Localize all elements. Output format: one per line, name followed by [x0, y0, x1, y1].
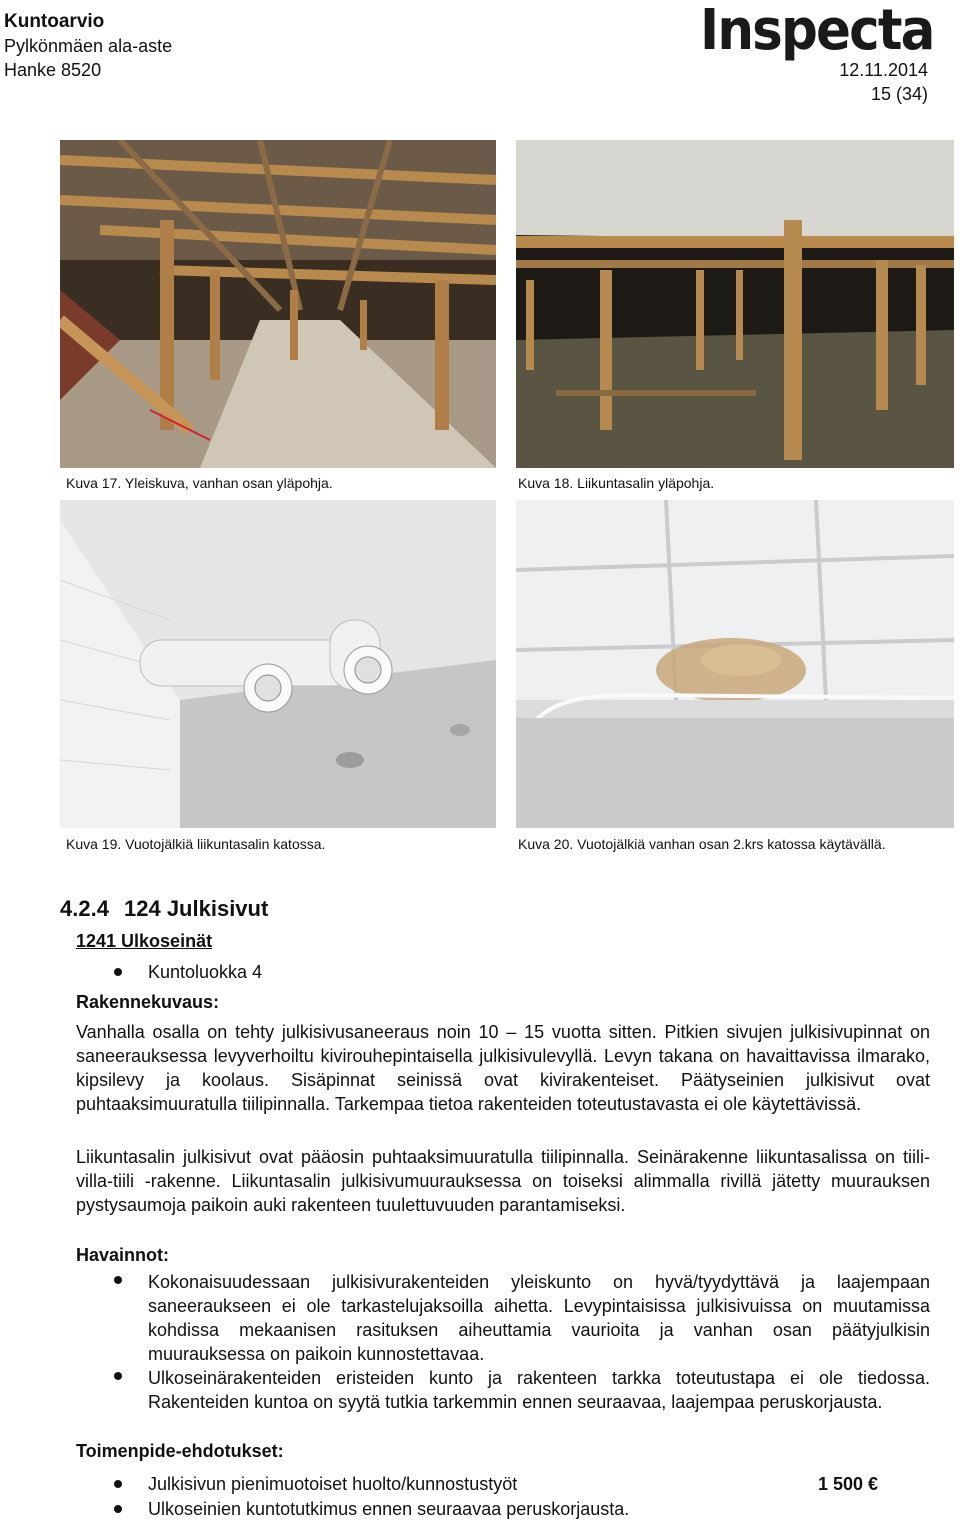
inspecta-logo: Inspecta — [700, 0, 934, 63]
actions-label: Toimenpide-ehdotukset: — [76, 1441, 284, 1461]
photo-gym-attic — [516, 140, 954, 468]
observations-label: Havainnot: — [76, 1245, 170, 1265]
description-paragraph-1: Vanhalla osalla on tehty julkisivusaneeraus noin 10 – 15 vuotta sitten. Pitkien sivujen julkisivupinnat on saneerauksessa levyverhoiltu kivirouhepintaisella julkisivulevyllä. Levyn takana on havaittavissa ilmarako, kipsilevy ja koolaus. Sisäpinnat seinissä ovat kivirakenteiset. Päätyseinien julkisivut ovat puhtaaksimuuratulla tiilipinnalla. Tarkempaa tietoa rakenteiden toteutustavasta ei ole käytettävissä. — [76, 1022, 930, 1114]
report-date: 12.11.2014 — [839, 60, 928, 80]
bullet-icon — [114, 1505, 122, 1513]
bullet-icon — [114, 968, 122, 976]
bullet-icon — [114, 1372, 122, 1380]
photo-caption-17: Kuva 17. Yleiskuva, vanhan osan yläpohja. — [66, 475, 333, 491]
section-number: 4.2.4 — [60, 896, 109, 921]
action-cost: 1 500 € — [817, 1474, 878, 1494]
bullet-icon — [114, 1480, 122, 1488]
action-item — [148, 1474, 878, 1495]
photo-caption-19: Kuva 19. Vuotojälkiä liikuntasalin katossa. — [66, 836, 326, 852]
report-title: Kuntoarvio — [4, 11, 105, 32]
action-item — [148, 1499, 878, 1520]
document-header — [4, 10, 172, 82]
observation-item: Kokonaisuudessaan julkisivurakenteiden yleiskunto on hyvä/tyydyttävä ja laajempaan saneeraukseen ei ole tarkastelujaksoilla aihetta. Levypintaisissa julkisivuissa on muutamissa kohdissa mekaanisen rasituksen aiheuttamia vaurioita ja vanhan osan päätyjulkisin muurauksessa on paikoin kunnostettavaa. — [148, 1272, 930, 1364]
action-text: Ulkoseinien kuntotutkimus ennen seuraavaa peruskorjausta. — [148, 1499, 630, 1519]
photo-hallway-ceiling-leak — [516, 500, 954, 828]
observation-item: Ulkoseinärakenteiden eristeiden kunto ja rakenteen tarkka toteutustapa ei ole tiedossa. Rakenteiden kuntoa on syytä tutkia tarkemmin ennen seuraavaa, laajempaa peruskorjausta. — [148, 1368, 930, 1412]
bullet-icon — [114, 1276, 122, 1284]
section-heading — [60, 896, 268, 922]
photo-caption-20: Kuva 20. Vuotojälkiä vanhan osan 2.krs katossa käytävällä. — [518, 836, 886, 852]
description-paragraph-2: Liikuntasalin julkisivut ovat pääosin puhtaaksimuuratulla tiilipinnalla. Seinärakenne liikuntasalissa on tiili-villa-tiili -rakenne. Liikuntasalin julkisivumuurauksessa on toiseksi alimmalla rivillä jätetty muurauksen pystysaumoja paikoin auki rakenteen tuulettuvuuden parantamiseksi. — [76, 1147, 930, 1215]
photo-gym-ceiling-leak — [60, 500, 496, 828]
action-text: Julkisivun pienimuotoiset huolto/kunnostustyöt — [148, 1474, 518, 1494]
condition-class: Kuntoluokka 4 — [148, 962, 263, 982]
subsection-heading: 1241 Ulkoseinät — [76, 931, 213, 951]
photo-old-attic — [60, 140, 496, 468]
description-label: Rakennekuvaus: — [76, 992, 220, 1012]
section-title: 124 Julkisivut — [124, 896, 269, 921]
project-number: Hanke 8520 — [4, 60, 102, 80]
building-name: Pylkönmäen ala-aste — [4, 36, 173, 56]
page-number: 15 (34) — [870, 84, 928, 104]
photo-caption-18: Kuva 18. Liikuntasalin yläpohja. — [518, 475, 715, 491]
